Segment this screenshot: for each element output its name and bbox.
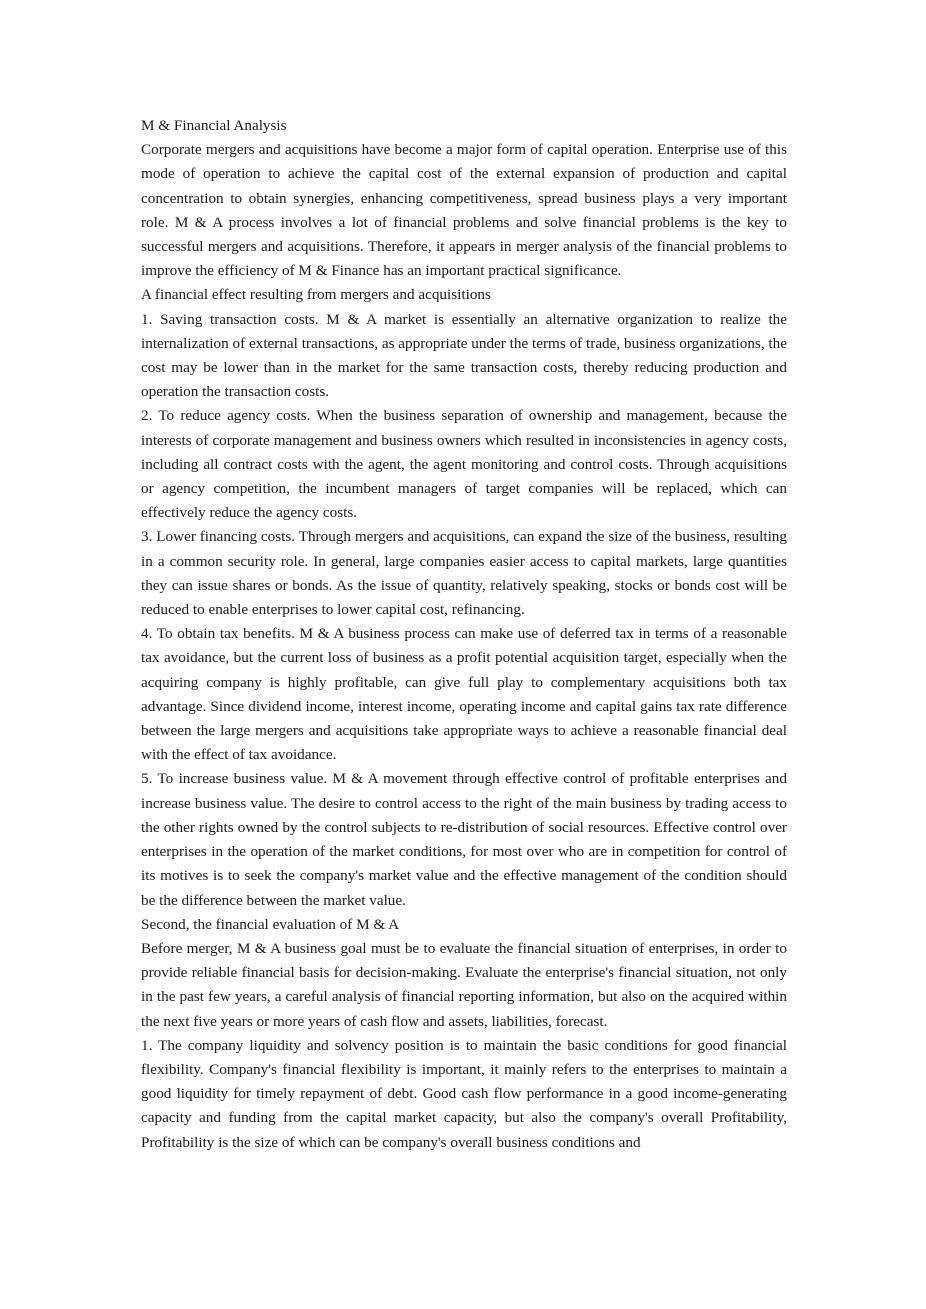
section1-heading: A financial effect resulting from mergers and acquisitions [141, 286, 491, 304]
section1-item-reduce-agency-costs: 2. To reduce agency costs. When the business separation of ownership and management, because the interests of corporate management and business owners which resulted in inconsistencies in agency costs, including all contract costs with the agent, the agent monitoring and control costs. Through acquisitions or agency competition, the incumbent managers of target companies will be replaced, which can effectively reduce the agency costs. [141, 407, 787, 522]
document-title: M & Financial Analysis [141, 117, 287, 134]
section2-item-liquidity-solvency: 1. The company liquidity and solvency position is to maintain the basic conditions for good financial flexibility. Company's financial flexibility is important, it mainly refers to the enterprises to maintain a good liquidity for timely repayment of debt. Good cash flow performance in a good income-generating capacity and funding from the capital market capacity, but also the company's overall Profitability, Profitability is the size of which can be company's overall business conditions and [141, 1036, 787, 1151]
section1-item-increase-business-value: 5. To increase business value. M & A movement through effective control of profitable enterprises and increase business value. The desire to control access to the right of the main business by trading access to the other rights owned by the control subjects to re-distribution of social resources. Effective control over enterprises in the operation of the market conditions, for most over who are in competition for control of its motives is to seek the company's market value and the effective management of the condition should be the difference between the market value. [141, 770, 787, 909]
section1-item-lower-financing-costs: 3. Lower financing costs. Through mergers and acquisitions, can expand the size of the business, resulting in a common security role. In general, large companies easier access to capital markets, large quantities they can issue shares or bonds. As the issue of quantity, relatively speaking, stocks or bonds cost will be reduced to enable enterprises to lower capital cost, refinancing. [141, 528, 787, 619]
intro-paragraph: Corporate mergers and acquisitions have become a major form of capital operation. Enterprise use of this mode of operation to achieve the capital cost of the external expansion of production and capital concentration to obtain synergies, enhancing competitiveness, spread business plays a very important role. M & A process involves a lot of financial problems and solve financial problems is the key to successful mergers and acquisitions. Therefore, it appears in merger analysis of the financial problems to improve the efficiency of M & Finance has an important practical significance. [141, 141, 787, 280]
document-page [141, 114, 787, 1155]
section1-item-saving-transaction-costs: 1. Saving transaction costs. M & A market is essentially an alternative organization to realize the internalization of external transactions, as appropriate under the terms of trade, business organizations, the cost may be lower than in the market for the same transaction costs, thereby reducing production and operation the transaction costs. [141, 310, 787, 401]
section1-item-tax-benefits: 4. To obtain tax benefits. M & A business process can make use of deferred tax in terms of a reasonable tax avoidance, but the current loss of business as a profit potential acquisition target, especially when the acquiring company is highly profitable, can give full play to complementary acquisitions both tax advantage. Since dividend income, interest income, operating income and capital gains tax rate difference between the large mergers and acquisitions take appropriate ways to achieve a reasonable financial deal with the effect of tax avoidance. [141, 625, 787, 764]
section2-heading: Second, the financial evaluation of M & A [141, 915, 400, 933]
section2-intro-paragraph: Before merger, M & A business goal must be to evaluate the financial situation of enterprises, in order to provide reliable financial basis for decision-making. Evaluate the enterprise's financial situation, not only in the past few years, a careful analysis of financial reporting information, but also on the acquired within the next five years or more years of cash flow and assets, liabilities, forecast. [141, 939, 787, 1030]
